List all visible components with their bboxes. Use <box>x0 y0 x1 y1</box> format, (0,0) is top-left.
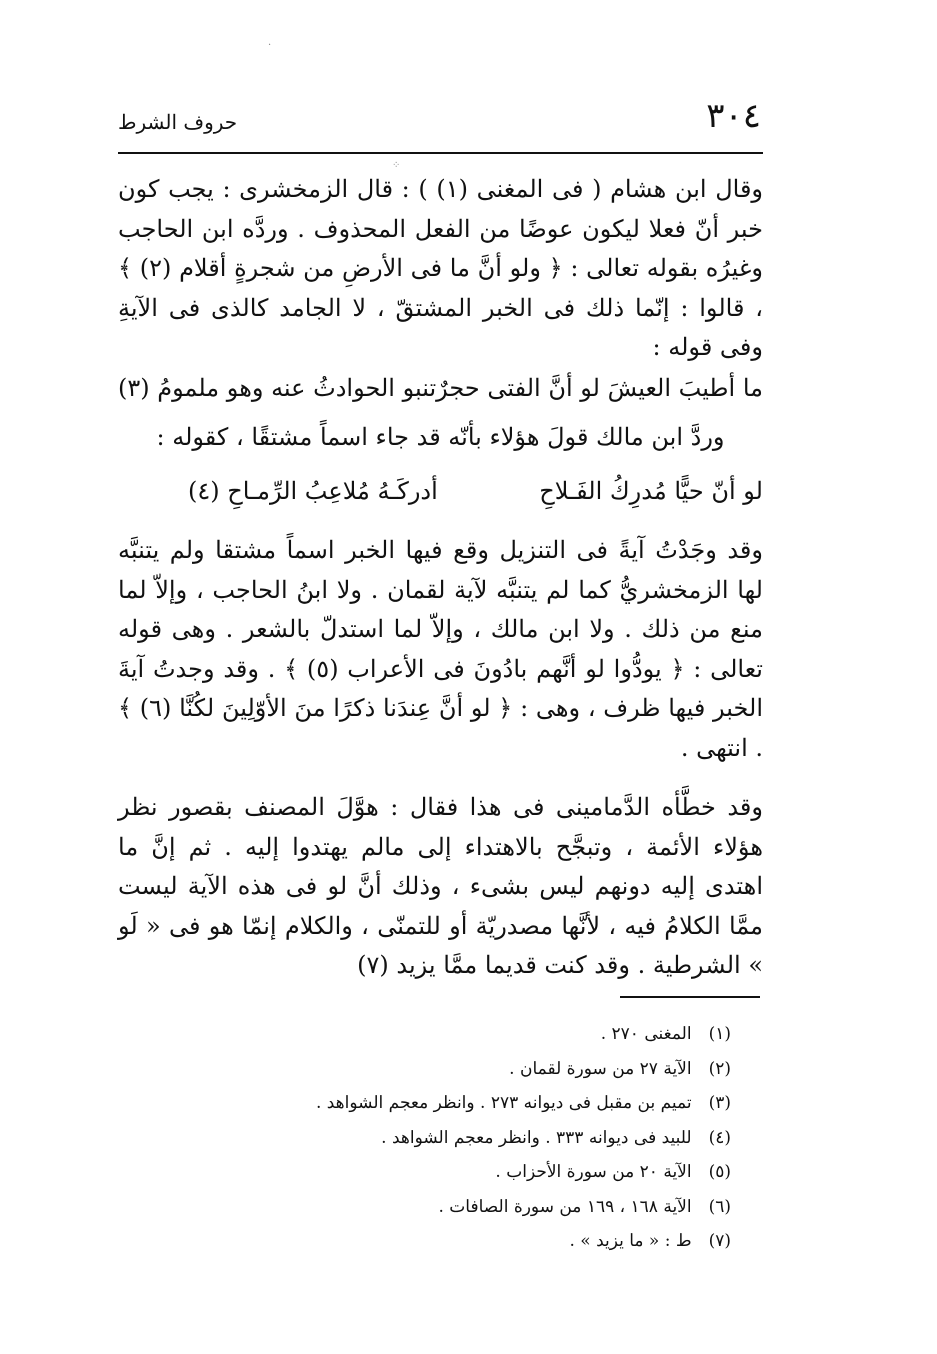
running-title: حروف الشرط <box>118 110 238 134</box>
footnote-divider <box>620 996 760 998</box>
verse-2 <box>118 471 763 511</box>
main-text <box>118 170 763 986</box>
footnote-item: (٤) للبيد فى ديوانه ٣٣٣ . وانظر معجم الشواهد . <box>381 1127 731 1148</box>
footnote-item: (٢) الآية ٢٧ من سورة لقمان . <box>509 1058 731 1079</box>
footnote-item: (٣) تميم بن مقبل فى ديوانه ٢٧٣ . وانظر معجم الشواهد . <box>315 1093 731 1113</box>
footnote-item: (٥) الآية ٢٠ من سورة الأحزاب . <box>495 1162 731 1182</box>
scan-speck: · <box>268 40 272 51</box>
page-header <box>118 96 763 148</box>
paragraph-3: وقد وجَدْتُ آيةً فى التنزيل وقع فيها الخبر اسماً مشتقا ولم يتنبَّه لها الزمخشريُّ كما لم يتنبَّه لآية لقمان . ولا ابنُ الحاجب ، وإلاّ لما منع من ذلك . ولا ابن مالك ، وإلاّ لما استدلّ بالشعر . وهى قوله تعالى : ﴿ يودُّوا لو أنَّهم بادُونَ فى الأعراب (٥) ﴾ . وقد وجدتُ آيةَ الخبر فيها ظرف ، وهى : ﴿ لو أنَّ عِندَنا ذكرًا منَ الأوّلِينَ لكُنَّا (٦) ﴾ . انتهى . <box>118 536 763 762</box>
paragraph-1: وقال ابن هشام ( فى المغنى (١) ) : قال الزمخشرى : يجب كون خبر أنّ فعلا ليكون عوضًا من الفعل المحذوف . وردَّه ابن الحاجب وغيرُه بقوله تعالى : ﴿ ولو أنَّ ما فى الأرضِ من شجرةٍ أقلام (٢) ﴾ ، قالوا : إنّما ذلك فى الخبر المشتقّ ، لا الجامد كالذى فى الآيةِ وفى قوله : <box>118 175 764 361</box>
footnotes <box>211 1017 731 1259</box>
verse-2-first-hemistich: لو أنّ حيًّا مُدرِكُ الفَـلاحِ <box>539 477 763 505</box>
footnote-item: (١) المغنى ٢٧٠ . <box>600 1024 731 1044</box>
header-divider <box>118 152 763 154</box>
verse-1-second-hemistich: تنبو الحوادثُ عنه وهو ملمومُ (٣) <box>117 373 437 402</box>
footnote-item: (٧) ط : « ما يزيد » . <box>569 1231 731 1251</box>
page-number: ٣٠٤ <box>706 96 761 136</box>
verse-2-second-hemistich: أدركَـهُ مُلاعِبُ الرِّمـاحِ (٤) <box>188 477 438 505</box>
paragraph-4: وقد خطَّأه الدَّمامينى فى هذا فقال : هوَّلَ المصنف بقصور نظر هؤلاء الأئمة ، وتبجَّح بالاهتداء إلى مالم يهتدوا إليه . ثم إنَّ ما اهتدى إليه دونهم ليس بشىء ، وذلك أنَّ لو فى هذه الآية ليست ممَّا الكلامُ فيه ، لأنَّها مصدريّة أو للتمنّى ، والكلام إنمّا هو فى « لَو » الشرطية . وقد كنت قديما ممَّا يزيد (٧) <box>118 793 763 979</box>
footnote-item: (٦) الآية ١٦٨ ، ١٦٩ من سورة الصافات . <box>438 1196 731 1217</box>
verse-1-first-hemistich: ما أطيبَ العيشَ لو أنَّ الفتى حجرٌ <box>436 373 763 402</box>
scan-speck: ⁘ <box>392 160 401 171</box>
verse-1 <box>118 368 763 408</box>
paragraph-2: وردَّ ابن مالك قولَ هؤلاء بأنّه قد جاء اسماً مشتقًا ، كقوله : <box>156 422 725 451</box>
